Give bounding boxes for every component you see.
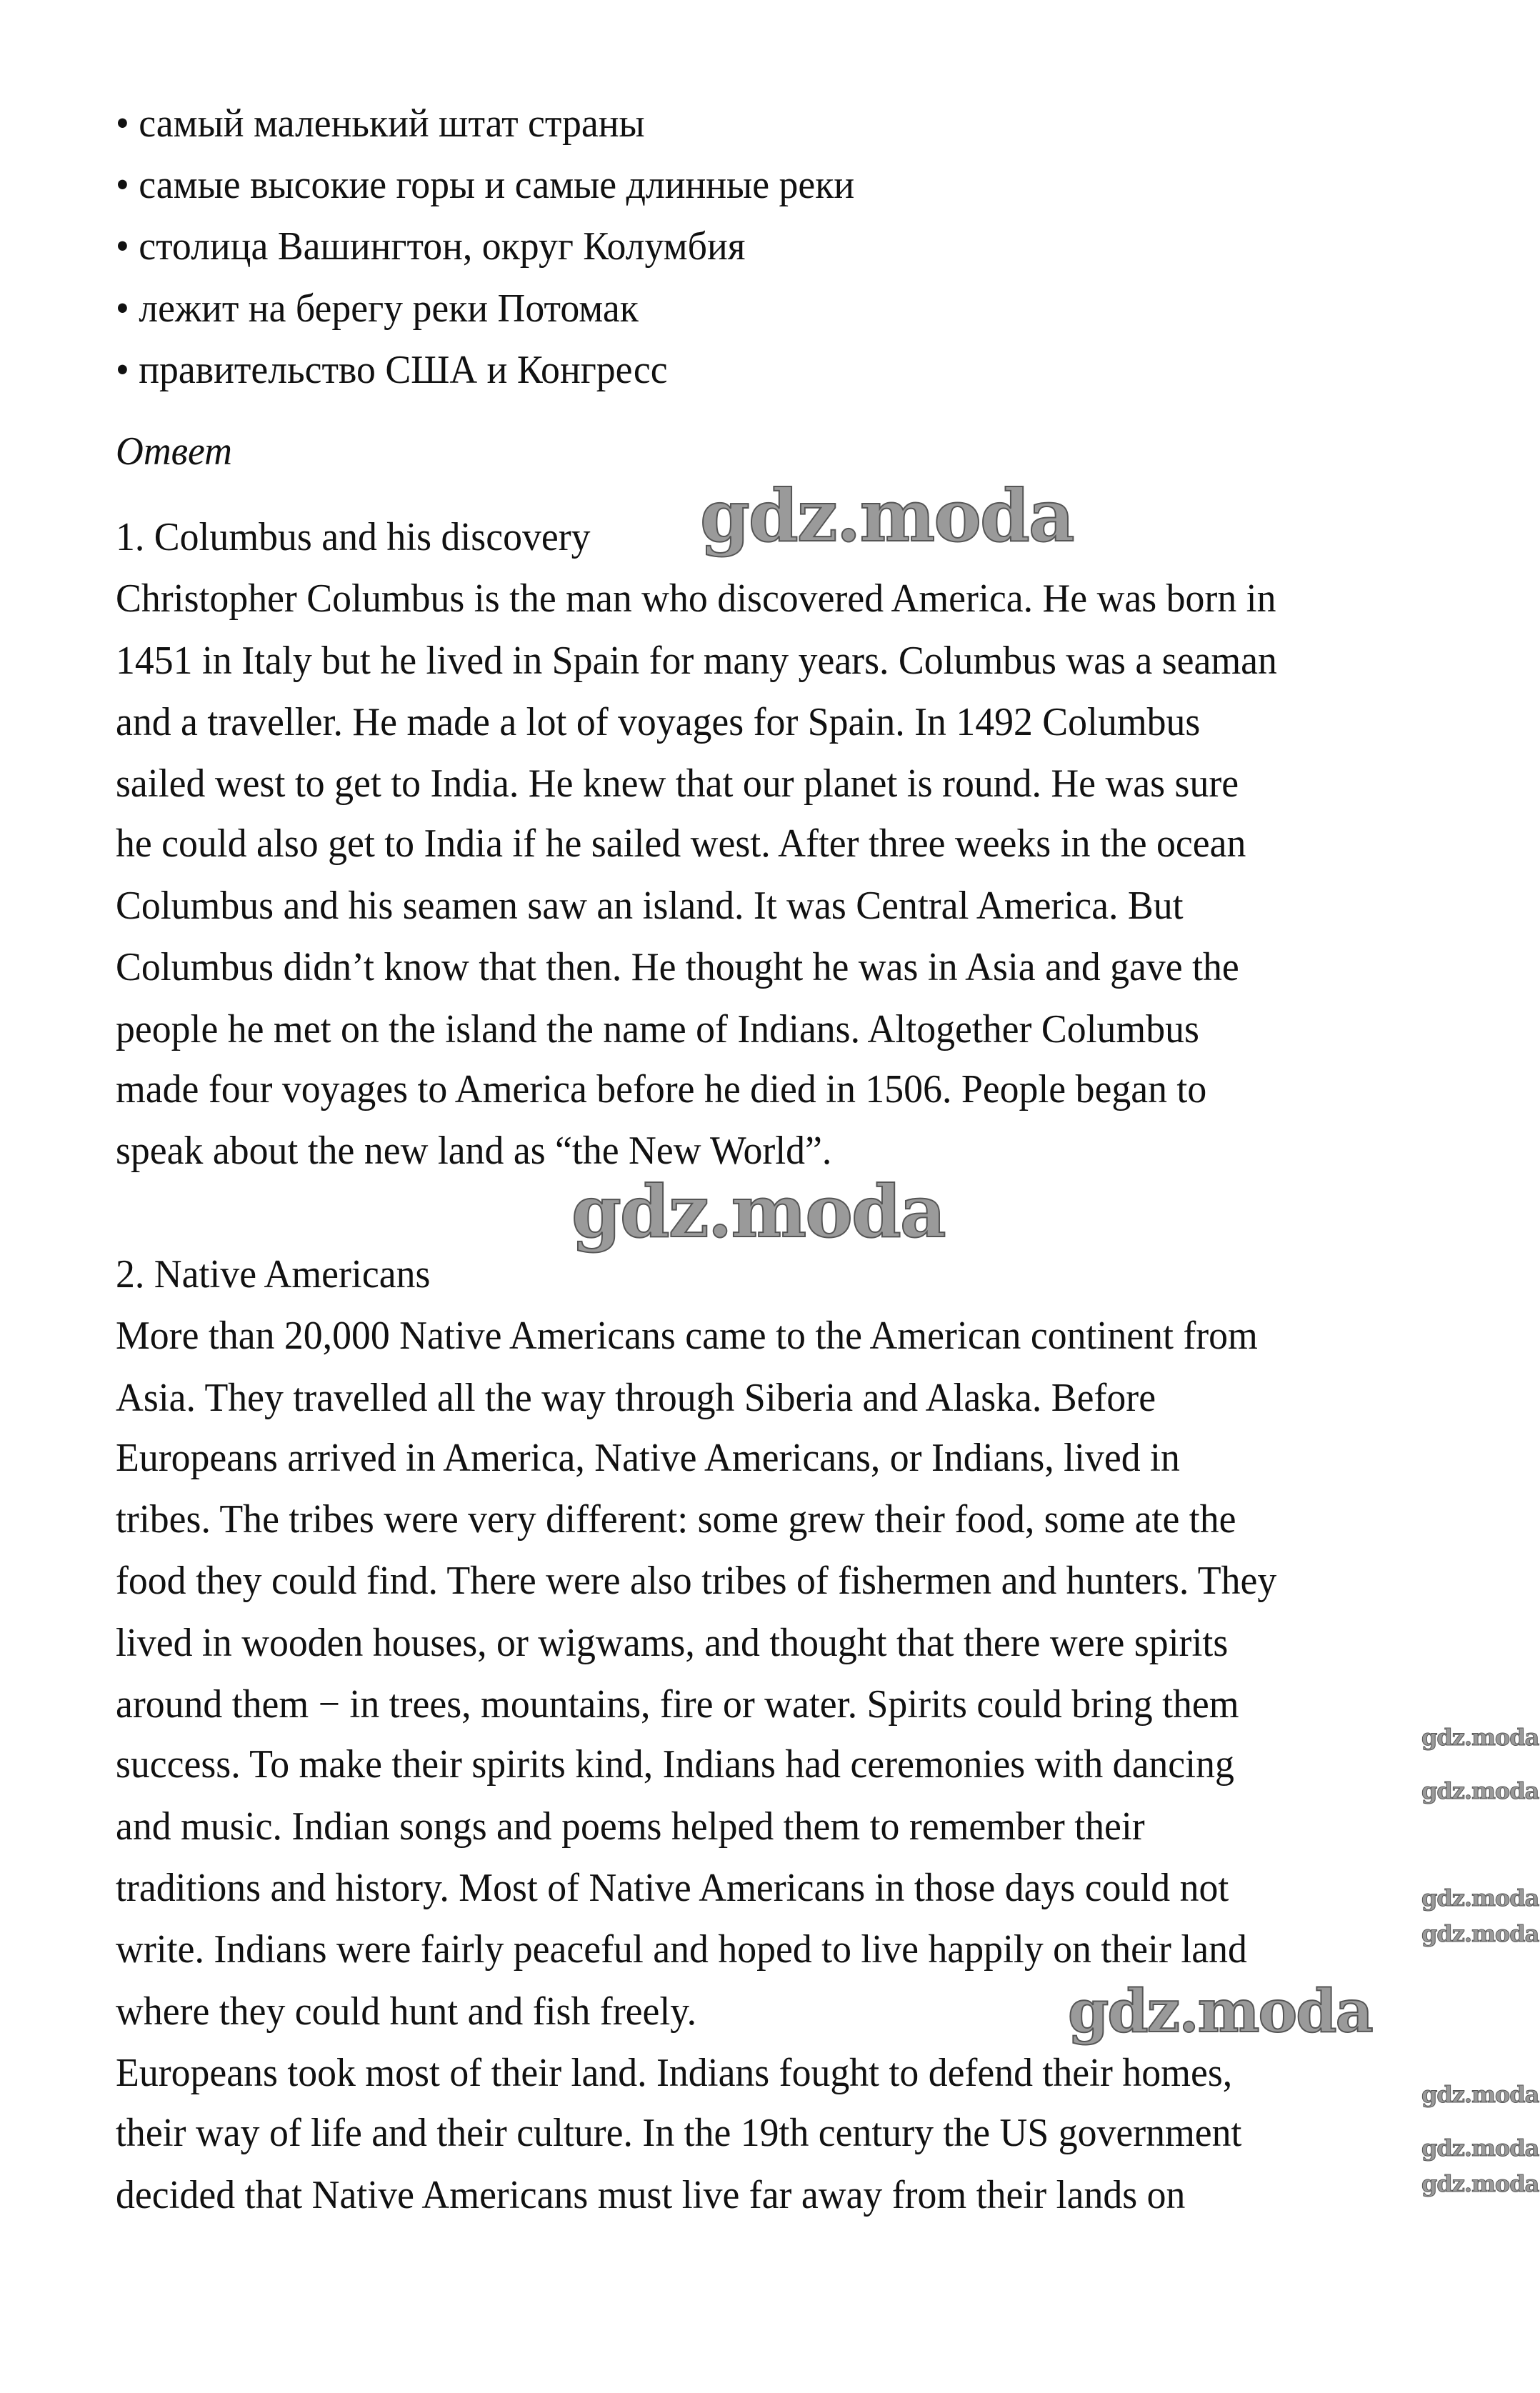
paragraph-line: and music. Indian songs and poems helped them to remember their <box>116 1804 1145 1849</box>
watermark: gdz.moda <box>1421 2134 1539 2162</box>
bullet-item: • самые высокие горы и самые длинные реки <box>116 163 855 207</box>
paragraph-line: their way of life and their culture. In the 19th century the US government <box>116 2111 1242 2155</box>
paragraph-line: Christopher Columbus is the man who discovered America. He was born in <box>116 576 1276 621</box>
section-2-title: 2. Native Americans <box>116 1252 431 1297</box>
watermark: gdz.moda <box>1068 1977 1372 2046</box>
paragraph-line: tribes. The tribes were very different: some grew their food, some ate the <box>116 1497 1236 1542</box>
paragraph-line: around them − in trees, mountains, fire or water. Spirits could bring them <box>116 1682 1239 1727</box>
bullet-item: • столица Вашингтон, округ Колумбия <box>116 224 746 269</box>
watermark: gdz.moda <box>1421 2081 1539 2108</box>
paragraph-line: made four voyages to America before he died in 1506. People began to <box>116 1067 1207 1111</box>
paragraph-line: where they could hunt and fish freely. <box>116 1989 697 2034</box>
paragraph-line: sailed west to get to India. He knew that our planet is round. He was sure <box>116 761 1239 806</box>
paragraph-line: Europeans arrived in America, Native Americans, or Indians, lived in <box>116 1436 1180 1480</box>
bullet-item: • правительство США и Конгресс <box>116 348 668 392</box>
paragraph-line: speak about the new land as “the New World”. <box>116 1129 832 1173</box>
watermark: gdz.moda <box>1421 2170 1539 2197</box>
paragraph-line: success. To make their spirits kind, Indians had ceremonies with dancing <box>116 1742 1234 1787</box>
watermark: gdz.moda <box>571 1169 945 1254</box>
paragraph-line: food they could find. There were also tribes of fishermen and hunters. They <box>116 1559 1277 1603</box>
paragraph-line: Columbus didn’t know that then. He thought he was in Asia and gave the <box>116 945 1239 989</box>
paragraph-line: traditions and history. Most of Native Americans in those days could not <box>116 1866 1229 1910</box>
paragraph-line: Columbus and his seamen saw an island. It was Central America. But <box>116 884 1184 928</box>
watermark: gdz.moda <box>1421 1884 1539 1912</box>
paragraph-line: Asia. They travelled all the way through Siberia and Alaska. Before <box>116 1376 1156 1420</box>
watermark: gdz.moda <box>700 474 1074 558</box>
paragraph-line: decided that Native Americans must live far away from their lands on <box>116 2173 1186 2217</box>
paragraph-line: and a traveller. He made a lot of voyages for Spain. In 1492 Columbus <box>116 700 1201 744</box>
paragraph-line: 1451 in Italy but he lived in Spain for many years. Columbus was a seaman <box>116 639 1277 683</box>
answer-label: Ответ <box>116 429 232 474</box>
bullet-item: • лежит на берегу реки Потомак <box>116 286 639 331</box>
paragraph-line: people he met on the island the name of Indians. Altogether Columbus <box>116 1007 1199 1051</box>
section-1-title: 1. Columbus and his discovery <box>116 515 591 559</box>
paragraph-line: he could also get to India if he sailed west. After three weeks in the ocean <box>116 821 1246 866</box>
watermark: gdz.moda <box>1421 1777 1539 1804</box>
watermark: gdz.moda <box>1421 1724 1539 1751</box>
bullet-item: • самый маленький штат страны <box>116 101 645 146</box>
watermark: gdz.moda <box>1421 1920 1539 1947</box>
paragraph-line: Europeans took most of their land. Indians fought to defend their homes, <box>116 2051 1233 2095</box>
paragraph-line: lived in wooden houses, or wigwams, and thought that there were spirits <box>116 1621 1229 1665</box>
paragraph-line: More than 20,000 Native Americans came to the American continent from <box>116 1314 1258 1358</box>
paragraph-line: write. Indians were fairly peaceful and hoped to live happily on their land <box>116 1927 1247 1972</box>
